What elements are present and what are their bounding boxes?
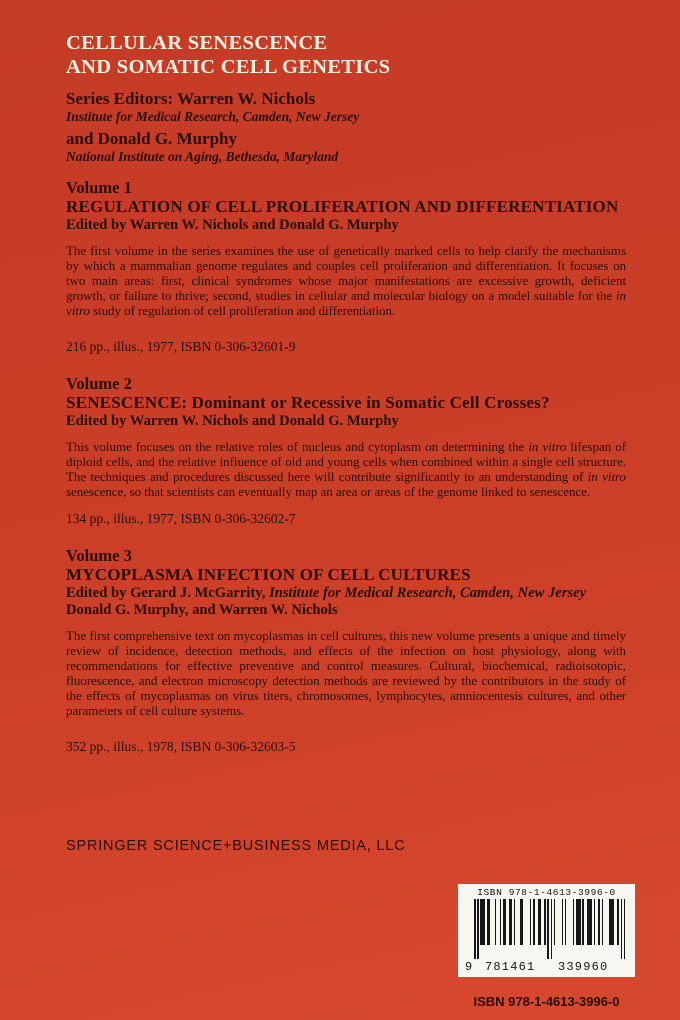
volume-2-imprint: 134 pp., illus., 1977, ISBN 0-306-32602-7 (66, 511, 296, 526)
text-run: The first volume in the series examines the use of genetically marked cells to help clarify the mechanisms by which a mammalian genome regulates and couples cell proliferation and differentiation. It focuses on two main areas: first, clinical syndromes whose major manifestations are excessive growth, deficient growth, or failure to thrive; second, studies in cellular and molecular biology on a model suitable for the (66, 243, 626, 303)
volume-3-title: MYCOPLASMA INFECTION OF CELL CULTURES (66, 565, 471, 584)
text-run: lifespan of diploid cells, and the relative influence of old and young cells when combined within a single cell structure. The techniques and procedures discussed here will contribute significantly to an understanding of (66, 439, 626, 484)
text-run: The first comprehensive text on mycoplasmas in cell cultures, this new volume presents a unique and timely review of incidence, detection methods, and effects of the infection on host physiology, along with recommendations for effective preventive and control measures. Cultural, biochemical, radioisotopic, fluorescence, and electron microscopy detection methods are reviewed by the contributors in the study of the effects of mycoplasmas on virus titers, chromosomes, lymphocytes, amniocentesis cultures, and other parameters of cell culture systems. (66, 628, 626, 718)
series-editor-2-affiliation: National Institute on Aging, Bethesda, Maryland (66, 149, 339, 164)
barcode-digit-left: 9 (465, 960, 474, 974)
volume-2-editors (66, 413, 626, 430)
volume-3-section (66, 546, 626, 755)
series-editor-1-name: Series Editors: Warren W. Nichols (66, 89, 316, 108)
volume-3-imprint: 352 pp., illus., 1978, ISBN 0-306-32603-5 (66, 739, 296, 754)
volume-3-editors-line-2 (66, 602, 626, 619)
isbn-caption: ISBN 978-1-4613-3996-0 (473, 994, 620, 1009)
volume-1-editors (66, 217, 626, 234)
text-run: in vitro (66, 288, 626, 318)
barcode-isbn-text: ISBN 978-1-4613-3996-0 (477, 887, 616, 898)
volume-2-label: Volume 2 (66, 374, 132, 393)
series-editor-1 (66, 89, 626, 125)
text-run: Institute for Medical Research, Camden, New Jersey (269, 585, 587, 601)
series-editor-1-affiliation: Institute for Medical Research, Camden, New Jersey (66, 109, 360, 124)
barcode-digit-group-1: 781461 (485, 960, 536, 974)
text-run: study of regulation of cell proliferation and differentiation. (89, 303, 396, 318)
text-run: Donald G. Murphy, and Warren W. Nichols (66, 602, 338, 618)
series-title-line-1: CELLULAR SENESCENCE (66, 32, 328, 54)
volume-3-description (66, 628, 626, 718)
cover-text-column (66, 31, 626, 755)
text-run: senescence, so that scientists can eventually map an area or areas of the genome linked to senescence. (66, 484, 591, 499)
barcode-digits (464, 960, 629, 974)
barcode-area (464, 899, 629, 975)
series-editor-2 (66, 129, 626, 165)
volume-1-description (66, 243, 626, 318)
volume-3-editors-line-1 (66, 585, 626, 602)
publisher-name: SPRINGER SCIENCE+BUSINESS MEDIA, LLC (66, 838, 406, 854)
series-title-line-2: AND SOMATIC CELL GENETICS (66, 56, 391, 78)
text-run: Edited by Gerard J. McGarrity, (66, 585, 270, 601)
ean13-barcode (474, 899, 625, 959)
volume-1-imprint: 216 pp., illus., 1977, ISBN 0-306-32601-9 (66, 339, 296, 354)
series-title (66, 31, 626, 79)
volume-1-section (66, 178, 626, 355)
text-run: Edited by Warren W. Nichols and Donald G. Murphy (66, 413, 399, 429)
text-run: in vitro (587, 469, 626, 484)
barcode-digit-group-2: 339960 (558, 960, 609, 974)
text-run: This volume focuses on the relative roles of nucleus and cytoplasm on determining the (66, 439, 529, 454)
volume-2-section (66, 374, 626, 527)
isbn-barcode-box (458, 884, 635, 977)
volume-3-label: Volume 3 (66, 546, 132, 565)
text-run: in vitro (528, 439, 567, 454)
text-run: Edited by Warren W. Nichols and Donald G. Murphy (66, 217, 399, 233)
volume-2-title: SENESCENCE: Dominant or Recessive in Somatic Cell Crosses? (66, 393, 550, 412)
barcode-bar (624, 899, 626, 959)
volume-2-description (66, 439, 626, 499)
volume-1-label: Volume 1 (66, 178, 132, 197)
series-editor-2-name: and Donald G. Murphy (66, 129, 237, 148)
volume-1-title: REGULATION OF CELL PROLIFERATION AND DIFFERENTIATION (66, 197, 619, 216)
